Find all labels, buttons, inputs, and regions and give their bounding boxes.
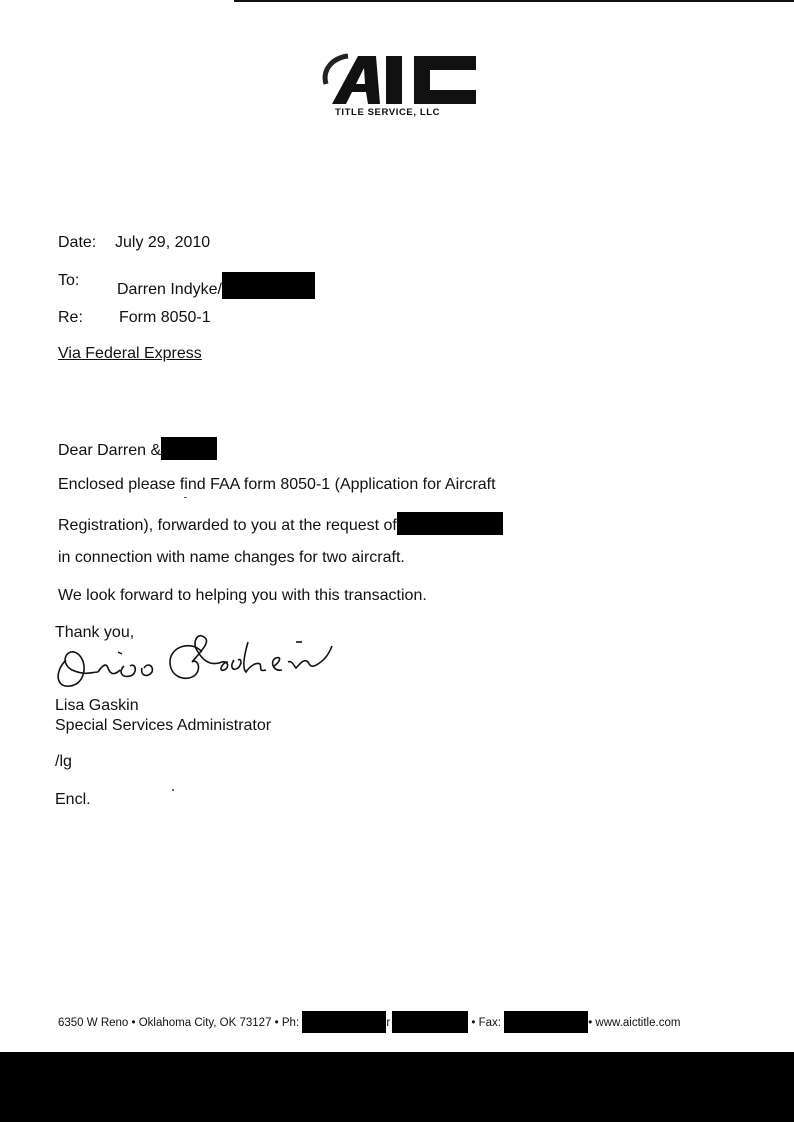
redaction-box xyxy=(161,437,217,460)
logo-subtitle: TITLE SERVICE, LLC xyxy=(335,107,441,118)
body-line-4: We look forward to helping you with this transaction. xyxy=(58,587,427,604)
footer-fax-label: • Fax: xyxy=(471,1017,501,1029)
redaction-box xyxy=(504,1011,588,1033)
body-line-3: in connection with name changes for two aircraft. xyxy=(58,549,405,566)
to-value: Darren Indyke/ xyxy=(117,281,222,298)
re-value: Form 8050-1 xyxy=(119,309,211,326)
date-label: Date: xyxy=(58,234,97,251)
footer-website: • www.aictitle.com xyxy=(588,1017,681,1029)
signature-icon xyxy=(52,632,342,692)
redaction-box xyxy=(397,512,503,535)
redaction-box xyxy=(222,272,315,299)
salutation: Dear Darren & xyxy=(58,442,162,459)
body-line-1: Enclosed please find FAA form 8050-1 (Application for Aircraft xyxy=(58,476,496,493)
footer-or: r xyxy=(386,1017,391,1029)
complimentary-close: Thank you, xyxy=(55,624,135,641)
scan-bottom-bar xyxy=(0,1052,794,1122)
to-label: To: xyxy=(58,272,80,289)
signer-name: Lisa Gaskin xyxy=(55,697,139,714)
body-line-2: Registration), forwarded to you at the request of xyxy=(58,517,397,534)
handwritten-signature xyxy=(52,632,342,692)
re-label: Re: xyxy=(58,309,83,326)
typist-initials: /lg xyxy=(55,753,72,770)
footer-address: 6350 W Reno • Oklahoma City, OK 73127 • Ph: xyxy=(58,1017,300,1029)
aic-logo-icon xyxy=(318,50,482,110)
redaction-box xyxy=(392,1011,468,1033)
enclosure-note: Encl. xyxy=(55,791,91,808)
scan-speck xyxy=(184,497,187,498)
body-line-2-wrap xyxy=(58,512,503,535)
to-line xyxy=(117,272,315,299)
top-rule xyxy=(234,0,794,2)
scan-speck xyxy=(172,789,174,791)
delivery-method: Via Federal Express xyxy=(58,345,202,362)
footer-contact xyxy=(58,1011,680,1033)
signer-title: Special Services Administrator xyxy=(55,717,272,734)
salutation-line xyxy=(58,437,217,460)
date-value: July 29, 2010 xyxy=(115,234,211,251)
redaction-box xyxy=(302,1011,386,1033)
